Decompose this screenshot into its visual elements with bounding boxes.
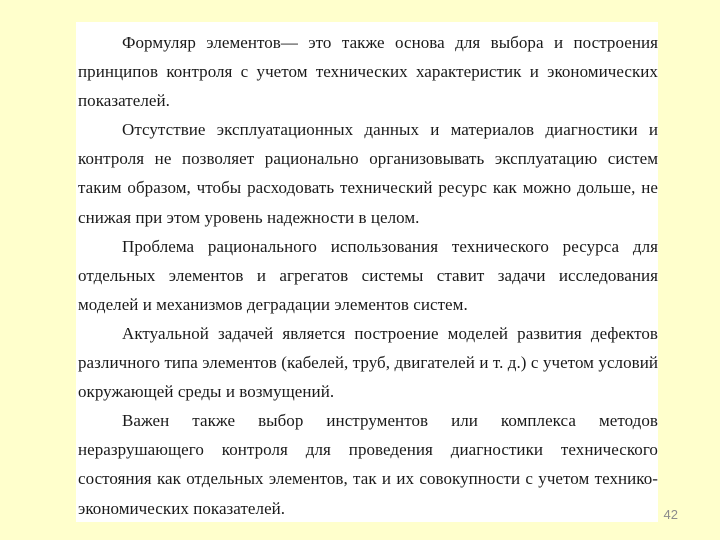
document-page	[76, 22, 658, 522]
paragraph-3: Проблема рационального использования технического ресурса для отдельных элементов и агрегатов системы ставит задачи исследования моделей и механизмов деградации элементов систем.	[78, 236, 658, 314]
paragraph-5: Важен также выбор инструментов или комплекса методов неразрушающего контроля для проведения диагностики технического состояния как отдельных элементов, так и их совокупности с учетом технико-экономических показателей.	[78, 411, 658, 518]
paragraph-1: Формуляр элементов— это также основа для выбора и построения принципов контроля с учетом технических характеристик и экономических показателей.	[78, 33, 658, 111]
paragraph-2: Отсутствие эксплуатационных данных и материалов диагностики и контроля не позволяет рационально организовывать эксплуатацию систем таким образом, чтобы расходовать технический ресурс как можно дольше, не снижая при этом уровень надежности в целом.	[78, 120, 658, 227]
paragraph-4: Актуальной задачей является построение моделей развития дефектов различного типа элементов (кабелей, труб, двигателей и т. д.) с учетом условий окружающей среды и возмущений.	[78, 323, 658, 402]
slide-number: 42	[663, 507, 678, 522]
